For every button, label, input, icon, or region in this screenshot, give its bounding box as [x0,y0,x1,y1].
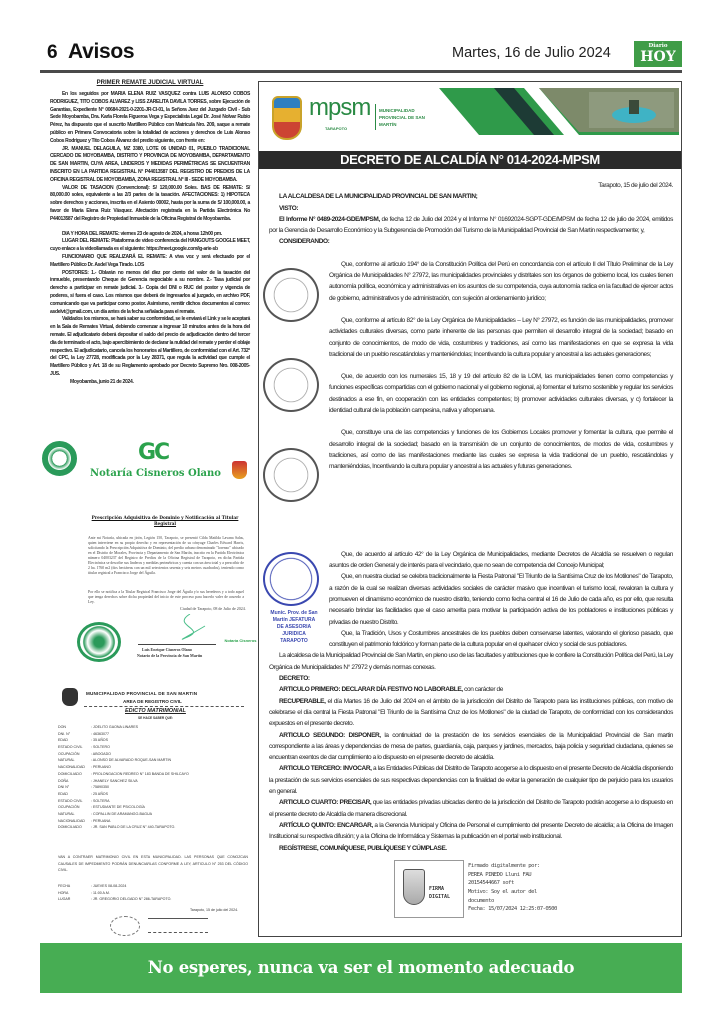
decree-notice [258,81,682,937]
edicto-row-label: HORA [58,890,69,895]
edicto-title: EDICTO MATRIMONIAL [125,708,186,714]
considerando-paragraph: Que, la Tradición, Usos y Costumbres ancestrales de los pueblos deben conservarse latentes, valorando el glorioso pasado, que constituyen el patrimonio folclórico y forman parte de la cultura popular en el quehacer cívico y social de sus pobladores. [329,629,673,649]
visto-body: de fecha 12 de Julio del 2024 y el Informe N° 01692024-SGPT-GDE/MPSM de fecha 12 de julio de 2024, emitidos por la Gerencia de Desarrollo Económico y la Subgerencia de Promoción del Turismo de la Municipalidad Provincial de San Martin respectivamente; y, [269,215,673,235]
edicto-row-label: NATURAL [58,811,75,816]
remate-paragraph: En los seguidos por MARIA ELENA RUIZ VASQUEZ contra LUIS ALONSO COBOS RODRIGUEZ, TITO COBOS ALVAREZ y LISS ZARELITA DAVILA TORRES, sobre Ejecución de Garantías, Expediente N° 00684-2021-0-2201-JR-CI-01, la Señora Juez del Juzgado Civil - Sub Sede Moyobamba, Dra. Karla Florela Figueroa Vega y Especialista Legal Dr. José Nolvar Rubio Pérez, ha dispuesto que el suscrito Martillero Público con Matrícula Nro. 209, saque a remate público en Primera Convocatoria sobre la totalidad de acciones y derechos de Luis Alonso Cobos Rodríguez y Tito Cobos Álvarez del predio siguiente, con frente en: [50,91,250,144]
edicto-row-value: : ALONSO DE ALVARADO ROQUE-SAN MARTIN [91,758,172,763]
remate-notice [50,79,250,386]
visto-text [269,214,673,237]
divider [84,706,244,707]
legal-office-seal-icon [263,552,319,606]
notary-signer-role: Notario de la Provincia de San Martín [137,653,203,658]
seal-text: Munic. Prov. de San Martín JEFATURA DE ASESORIA JURIDICA TARAPOTO [270,609,318,644]
considerando-paragraph: Que, conforme al artículo 194° de la Constitución Política del Perú en concordancia con el artículo II del Título Preliminar de la Ley Orgánica de Municipalidades N° 27972, las municipalidades provinciales y distritales son los órganos de gobierno local, los cuales tienen autonomía política, económica y administrativas en los asuntos de su competencia, cuya autonomía radica en la facultad de ejercer actos de gobierno, administrativos y de administración, con sujeción al ordenamiento jurídico; [329,260,673,302]
edicto-row-label: NATURAL [58,758,75,763]
remate-paragraph: JR. MANUEL DELAGUILA, MZ 3380, LOTE 06 UNIDAD 01, PUEBLO TRADICIONAL CERCADO DE MOYOBAMBA, DISTRITO Y PROVINCIA DE MOYOBAMBA, DEPARTAMENTO DE SAN MARTIN, CUYA AREA, LINDEROS Y MEDIDAS PERIMÉTRICAS SE ENCUENTRAN INSCRITO EN LA PARTIDA REGISTRAL N° P44013587 DEL REGISTRO DE PREDIOS DE LA OFICINA REGISTRAL DE MOYOBAMBA, ZONA REGISTRAL N° III - SEDE MOYOBAMBA. [50,145,250,183]
edicto-row [58,818,248,825]
article-heading: ARTÍCULO QUINTO: ENCARGAR, [279,821,373,829]
logo-big-text: HOY [640,49,676,65]
visto-ref: El Informe N° 0489-2024-GDE/MPSM, [279,215,380,223]
edicto-row-label: OCUPACIÓN [58,805,80,810]
signature-info-line: Motivo: Soy el autor del [468,888,537,895]
notary-date: Ciudad de Tarapoto, 08 de Julio de 2024. [180,606,246,611]
edicto-area: AREA DE REGISTRO CIVIL [123,699,182,704]
visto-label: VISTO: [279,204,299,212]
edicto-row [58,791,248,798]
edicto-row [58,724,248,731]
edicto-row-label: NACIONALIDAD [58,765,85,770]
article-heading: ARTICULO CUARTO: PRECISAR, [279,799,372,807]
edicto-row-label: FECHA [58,884,71,888]
remate-place-date: Moyobamba, junio 21 de 2024. [70,378,134,385]
edicto-row-value: : JR. SAN PABLO DE LA CRUZ N° 440-TARAPOTO. [91,825,176,830]
peru-coat-of-arms-icon [403,869,425,905]
remate-paragraph: FUNCIONARIO QUE REALIZARÁ EL REMATE: A viva voz y será efectuado por el Martillero Público Dr. Asdel Vega Tirado. LOS [50,253,250,268]
decree-article [269,820,673,843]
edicto-row-value: : JHANELY SANCHEZ SILVA [91,778,138,783]
article-text: con carácter de [462,686,503,694]
edicto-row [58,883,248,890]
signature-line [138,644,216,645]
decree-articles [269,684,673,842]
edicto-row [58,764,248,771]
edicto-row-value: : COPALLIN DE ARAMANGO-BAGUA [91,811,153,816]
considerando-paragraph: Que, en nuestra ciudad se celebra tradicionalmente la Fiesta Patronal "El Triunfo de la Santísima Cruz de los Motilones" de Tarapoto, a razón de la cual se realizan diversas actividades sociales de carácter masivo que incentivan el turismo local, revaloran la cultura y promueven el dinamismo económico de nuestro distrito, teniendo como fecha central el 16 de Julio de cada año, es por ello, que resulta necesario brindar las facilidades que el caso amerita para motivar la participación activa de los pobladores e instituciones públicas y privadas de nuestro Distrito. [329,573,673,626]
notary-title: Prescripción Adquisitiva de Dominio y Notificación al Titular Registral [91,516,239,527]
edicto-row [58,896,248,903]
article-heading: ARTICULO PRIMERO: DECLARAR DÍA FESTIVO NO LABORABLE, [279,686,463,694]
notary-seal-icon [42,441,77,476]
remate-paragraph: Validados los mismos, se hará saber su conformidad, se le enviará el Link y se le aceptará en la Sala de Remates Virtual, debiendo comenzar a ingresar 10 minutos antes de la hora del remate. El adjudicatario deberá depositar el saldo del precio de adjudicación dentro del tercer día de terminado el acto, bajo apercibimiento de declarar la nulidad del remate y perder el oblaje respectivo. El adjudicatario, cancela los honorarios al Martillero, de conformidad con el Art. 732° del CPC, la Ley 27728, modificada por la Ley 28371, que regula la actividad que cumple el Martillero Público y Art. 18 de su Reglamento aprobado por Decreto Supremo Nro. 008-2005-JUS. [50,316,250,377]
edicto-row [58,744,248,751]
edicto-subtitle: SE HACE SABER QUE: [138,716,174,720]
edicto-row-value: : ESTUDIANTE DE PSICOLOGÍA [91,805,145,810]
edicto-row [58,737,248,744]
considerando-group [269,248,673,538]
article-text: que las entidades privadas ubicadas dentro de la jurisdicción del Distrito de Tarapoto podrán acogerse a lo dispuesto en el presente decreto de Alcaldía de manera discrecional. [269,799,673,818]
article-heading: ARTICULO SEGUNDO: DISPONER, [279,731,381,739]
signature-info-line: Fecha: 15/07/2024 12:25:07-0500 [468,906,557,913]
decree-article [269,730,673,764]
org-name: MUNICIPALIDAD PROVINCIAL DE SAN MARTÍN [379,108,425,127]
page-number: 6 [47,42,58,63]
decree-authority: LA ALCALDESA DE LA MUNICIPALIDAD PROVINCIAL DE SAN MARTIN; [279,193,478,201]
edicto-row-value: : 75890350 [91,785,109,790]
edicto-row-label: DOÑA [58,778,69,783]
edicto-row-label: LUGAR [58,897,71,902]
signature-icon [160,614,220,644]
edicto-date: Tarapoto, 15 de julio del 2024. [190,908,239,912]
notary-mini-logo: Notaría Cisneros [224,638,257,643]
notary-logo: GC [138,440,169,465]
notary-name: Notaría Cisneros Olano [90,468,221,479]
considerando-label: CONSIDERANDO: [279,238,330,246]
edicto-row-value: : PROLONGACION REDREO N° 183 BANDA DE SHILCAYO [91,771,189,776]
footer-slogan: No esperes, nunca va ser el momento adecuado [40,943,682,993]
digital-signature [394,860,594,920]
municipal-seal-icon [263,268,319,322]
considerando-group [269,538,673,651]
considerando-paragraph: Que, conforme al artículo 82° de la Ley Orgánica de Municipalidades – Ley N° 27972, es función de las municipalidades, promover actividades culturales diversas, como parte inherente de las personas que permiten el desarrollo integral de la sociedad; basado en conjunto de conocimientos, de modo de vida, costumbres y tradiciones, así como las manifestaciones en que se expresa la vida tradicional de un pueblo rescatándolas y manteniéndolas; Incentivando la cultura popular y ancestral a las actuales generaciones; [329,316,673,358]
seal-column [269,248,329,538]
edicto-row-value: : ABOGADO [91,751,111,756]
mpsm-city: TARAPOTO [325,126,348,131]
article-text: a la Gerencia Municipal y Oficina de Personal el cumplimiento del presente Decreto de alcaldía; a la Oficina de Imagen Institucional su respectiva difusión; y a la Oficina de Informática y Sistemas la publicación en el portal web institucional. [269,821,673,841]
article-text: la continuidad de la prestación de los servicios esenciales de la Municipalidad Provincial de San martin correspondiente a las áreas y dependencias de mesa de partes, guardianía, caja, parques y jardines, mercados, baja policía y seguridad ciudadana, quienes se encuentran exentos de dar cumplimiento a lo dispuesto en el presente decreto de alcaldía. [269,731,673,762]
notary-signer: Luis Enrique Cisneros Olano [142,647,192,652]
decree-date: Tarapoto, 15 de julio del 2024. [598,182,673,189]
remate-paragraph: POSTORES: 1.- Oblarán no menos del diez por ciento del valor de la tasación del inmueble, presentando Cheque de Gerencia negociable a su nombre. 2.- Tasa judicial por derecho a participar en remate judicial. 3.- Copia del DNI o RUC del postor y vigencia de poderes, si fuera el caso. Los mismos que deberá de ingresarlos al juzgado, en archivo PDF, comunicando que va participar como postor. Asimismo, remitir dichos documentos al correo: asdelvt@gmail.com, un día antes de la fecha señalada para el remate. [50,269,250,315]
header-rule [40,70,682,73]
notary-body: Ante mi Notaría, ubicada en jirón, Legión 150, Tarapoto, se presentó Cilda Matilda Lavana Salas, quien interviene en su propio derecho y en representación de su cónyuge Charles Edward Harris, solicitando la Prescripción Adquisitiva de Dominio, del predio urbano denominado "lorenzo" ubicado en el Distrito de Morales, Provincia y Departamento de San Martín, inscrito en la Partida Electrónica número 04003237 del Registro de Predios de la Oficina Registral de Tarapoto, en dicha Partida Electrónica se describe sus linderos y medidas perimétricas y cuenta con un área total y a prescribir de 2 ha. 1760 m2 (dos hectáreas con un mil setecientos sesenta y seis metros cuadrados), teniendo como titular registral a Francisco Jorge del Águila. [88,536,244,575]
edicto-row [58,890,248,897]
notary-signature [40,614,257,664]
edicto-row [58,804,248,811]
considerando-paragraph: Que, de acuerdo con los numerales 15, 18 y 19 del artículo 82 de la LOM, las municipalidades tienen como competencias y funciones específicas compartidas con el gobierno nacional y el gobierno regional, a) fomentar el turismo sostenible y regular los servicios destinados a ese fin, en cooperación con las entidades competentes; b) promover actividades culturales diversas, y c) fortalecer la identidad cultural de la población campesina, nativa y afroperuana. [329,373,673,415]
decree-title: DECRETO DE ALCALDÍA N° 014-2024-MPSM [259,151,681,169]
municipal-crest-icon [272,96,302,140]
section-title: Avisos [68,40,135,63]
divider [375,104,376,130]
edicto-row-label: DOMICILIADO [58,825,82,830]
faculty-text: La alcaldesa de la Municipalidad Provincial de San Martin, en pleno uso de las facultades y atribuciones que le confiere la Constitución Política del Perú, la Ley Orgánica de Municipalidades N° 27972 y demás normas conexas. [269,652,673,671]
signature-stamp-label: FIRMA DIGITAL [429,885,451,900]
decreto-label: DECRETO: [279,675,310,683]
registry-stamp-icon [110,916,140,936]
decree-article [269,684,673,695]
logo-small-text: Diario [648,43,668,49]
edicto-note: VAN A CONTRAER MATRIMONIO CIVIL EN ESTA MUNICIPALIDAD. LAS PERSONAS QUE CONOZCAN CAUSALES DE IMPEDIMENTO PODRÁN DENUNCIARLAS CONFORME A LEY, ARTICULO N° 253 DEL CÓDIGO CIVIL. [58,855,248,873]
edicto-row [58,757,248,764]
signature-info [468,862,593,914]
edicto-row [58,731,248,738]
edicto-row-value: : 46363077 [91,731,109,736]
considerando-paragraph: Que, constituye una de las competencias y funciones de los Gobiernos Locales promover y fomentar la cultura, que permite el desarrollo integral de la sociedad; basado en la transmisión de un conjunto de conocimientos, de modos de vida, costumbres y tradiciones, así como de las manifestaciones mediante las cuales se expresa la vida tradicional de un pueblo, rescatándolas y manteniéndolas, Incentivando la cultura popular y ancestral a las actuales y futuras generaciones. [329,429,673,471]
signature-info-line: documento [468,897,494,904]
municipal-seal-icon [263,448,319,502]
edicto-row-value: : JOELITO GAONA LINARES [91,725,139,729]
remate-title: PRIMER REMATE JUDICIAL VIRTUAL [96,80,204,86]
newspaper-logo [634,41,682,67]
considerando-paragraph: Que, de acuerdo al artículo 42° de la Ley Orgánica de Municipalidades, mediante Decretos de Alcaldía se resuelven o regulan asuntos de orden General y de interés para el vecindario, que no sean de competencia del Concejo Municipal; [329,550,673,570]
city-plaza-banner-image [439,88,679,135]
edicto-row-value: : PERUANA [91,818,111,823]
signature-info-line: Firmado digitalmente por: [468,862,540,869]
edicto-row-label: EDAD [58,791,68,796]
notary-stamp-icon [77,622,121,662]
decree-article [269,797,673,820]
municipal-seal-icon [263,358,319,412]
seal-column [269,538,329,651]
edicto-details [58,724,248,831]
edicto-row-label: ESTADO CIVIL [58,745,83,750]
edicto-row-label: DNI. N° [58,731,71,736]
notary-notice [40,438,250,613]
decree-closing: REGÍSTRESE, COMUNÍQUESE, PUBLÍQUESE Y CÚMPLASE. [279,844,447,852]
crest-icon [232,461,247,479]
decree-article [269,696,673,730]
decree-body [269,180,673,920]
mpsm-logo: mpsm [309,94,371,121]
edicto-row [58,784,248,791]
edicto-row [58,811,248,818]
signature-info-line: 20154544667 soft [468,880,514,887]
edicto-row-label: DNI N° [58,785,70,790]
edicto-row-label: OCUPACIÓN [58,751,80,756]
article-text: el día Martes 16 de Julio del 2024 en el ámbito de la jurisdicción del Distrito de Tarapoto para las instituciones públicas, con motivo de celebrarse el día central la Fiesta Patronal "El Triunfo de la Santísima Cruz de los Motilones" de la ciudad de Tarapoto, de conformidad con los considerandos expuestos en el presente decreto. [269,697,673,728]
edicto-row-value: : SOLTERA [91,798,110,803]
edicto-ceremony [58,883,248,903]
remate-paragraph: VALOR DE TASACION (Convencional): S/ 120,000.00 Soles. BAS DE REMATE: S/ 80,000.00 soles, equivalente a las 2/3 partes de la tasación. AFECTACIONES: 1) HIPOTECA sobre derechos y acciones, inscrita en el Asiento 00002, hasta por la suma de S/ 100,000.00, a favor de María Elena Ruiz Vásquez. Afectación registrada en la Partida Electrónica No P44013587 del Registro de Propiedad Inmueble de la Oficina Registral de Moyobamba. [50,184,250,222]
registry-signature [148,918,208,933]
edicto-org: MUNICIPALIDAD PROVINCIAL DE SAN MARTIN [86,691,198,696]
edicto-row [58,798,248,805]
edicto-row [58,771,248,778]
edicto-row-label: DON [58,725,66,729]
remate-paragraph: LUGAR DEL REMATE: Plataforma de video conferencia del HANGOUTS GOOGLE MEET, cuyo enlace a la videollamada es el siguiente: https://meet.google.com/ig-arie-sb [50,238,250,253]
edicto-row-value: : 25 AÑOS [91,791,108,796]
article-text: a las Entidades Públicas del Distrito de Tarapoto acogerse a lo dispuesto en el presente Decreto de Alcaldía disponiendo la prestación de sus servicios esenciales de sus respectivas dependencias con la finalidad de evitar la generación de cualquier tipo de perjuicio para los usuarios en general. [269,765,674,796]
edicto-row-value: : 35 AÑOS [91,738,108,743]
edicto-row [58,751,248,758]
edicto-row-label: ESTADO CIVIL [58,798,83,803]
edicto-row [58,824,248,831]
notary-body: Por ello se notifica a la Titular Registral Francisco Jorge del Águila y/o sus herederos y a todo aquel que tenga derechos sobre dicha propiedad del inicio de este proceso para hacerlo valer de acuerdo a Ley. [88,590,244,604]
edicto-row-value: : JR. GREGORIO DELGADO N° 286-TARAPOTO. [91,897,172,902]
edicto-row [58,778,248,785]
article-heading: ARTICULO TERCERO: INVOCAR, [279,765,372,773]
edicto-row-label: DOMICILIADO [58,771,82,776]
edicto-row-label: EDAD [58,738,68,743]
article-heading: RECUPERABLE, [279,697,326,705]
edicto-row-value: : 11:00 A.M. [91,890,110,895]
municipal-crest-icon [62,688,78,706]
signature-stamp [394,860,464,918]
edicto-row-value: : JUEVES 08-08-2024 [91,884,127,888]
issue-date: Martes, 16 de Julio 2024 [452,45,611,61]
edicto-row-label: NACIONALIDAD [58,818,85,823]
decree-article [269,763,673,797]
remate-paragraph: DIA Y HORA DEL REMATE: viernes 23 de agosto de 2024, a horas 12h00 pm. [62,230,222,237]
edicto-row-value: : SOLTERO [91,745,110,750]
edicto-row-value: : PERUANO [91,765,111,770]
signature-info-line: PEREA PINEDO Lluni FAU [468,871,532,878]
